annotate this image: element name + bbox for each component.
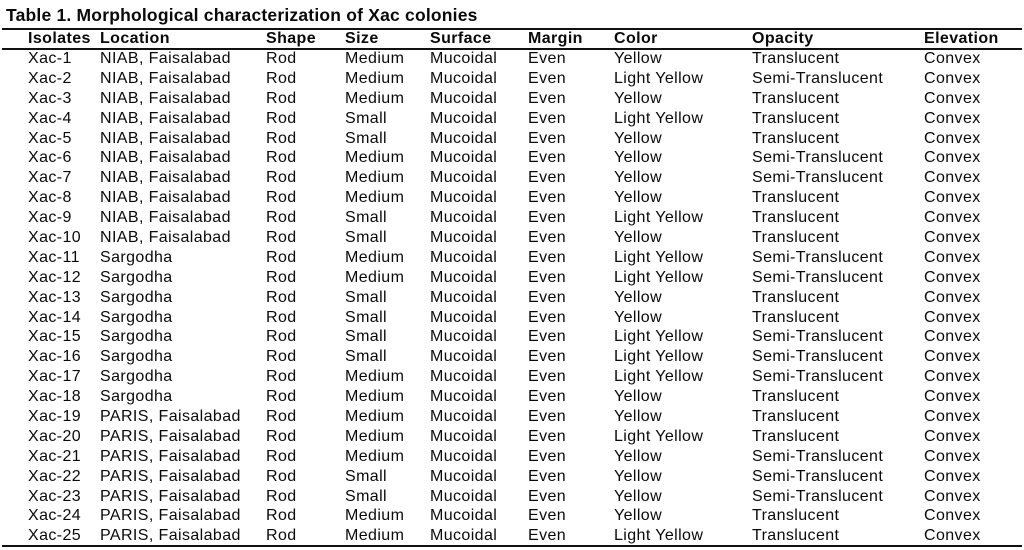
cell-size: Medium bbox=[345, 189, 405, 207]
cell-surface: Mucoidal bbox=[430, 368, 498, 386]
cell-isolates: Xac-17 bbox=[28, 368, 82, 386]
cell-isolates: Xac-7 bbox=[28, 169, 72, 187]
cell-margin: Even bbox=[528, 328, 567, 346]
cell-color: Yellow bbox=[614, 308, 663, 326]
cell-surface: Mucoidal bbox=[430, 50, 498, 68]
column-header-location: Location bbox=[100, 30, 170, 47]
cell-margin: Even bbox=[528, 248, 567, 266]
cell-location: NIAB, Faisalabad bbox=[100, 228, 231, 246]
cell-elevation: Convex bbox=[924, 407, 981, 425]
cell-location: NIAB, Faisalabad bbox=[100, 169, 231, 187]
table-title: Table 1. Morphological characterization of Xac colonies bbox=[6, 5, 478, 25]
cell-isolates: Xac-14 bbox=[28, 308, 82, 326]
cell-opacity: Translucent bbox=[752, 308, 840, 326]
cell-location: NIAB, Faisalabad bbox=[100, 149, 231, 167]
table-row bbox=[2, 89, 1022, 109]
cell-color: Light Yellow bbox=[614, 248, 704, 266]
cell-opacity: Translucent bbox=[752, 228, 840, 246]
cell-size: Small bbox=[345, 209, 388, 227]
cell-surface: Mucoidal bbox=[430, 189, 498, 207]
cell-elevation: Convex bbox=[924, 308, 981, 326]
table-row bbox=[2, 168, 1022, 188]
cell-color: Yellow bbox=[614, 388, 663, 406]
cell-location: NIAB, Faisalabad bbox=[100, 109, 231, 127]
cell-location: PARIS, Faisalabad bbox=[100, 526, 241, 544]
cell-opacity: Semi-Translucent bbox=[752, 487, 884, 505]
cell-size: Medium bbox=[345, 268, 405, 286]
cell-opacity: Semi-Translucent bbox=[752, 149, 884, 167]
cell-size: Small bbox=[345, 348, 388, 366]
cell-size: Small bbox=[345, 487, 388, 505]
cell-shape: Rod bbox=[266, 407, 297, 425]
cell-margin: Even bbox=[528, 526, 567, 544]
table-row bbox=[2, 467, 1022, 487]
table-row bbox=[2, 69, 1022, 89]
cell-margin: Even bbox=[528, 109, 567, 127]
cell-elevation: Convex bbox=[924, 169, 981, 187]
column-header-shape: Shape bbox=[266, 30, 317, 47]
cell-isolates: Xac-6 bbox=[28, 149, 72, 167]
cell-elevation: Convex bbox=[924, 69, 981, 87]
cell-surface: Mucoidal bbox=[430, 507, 498, 525]
cell-shape: Rod bbox=[266, 268, 297, 286]
cell-isolates: Xac-21 bbox=[28, 447, 82, 465]
cell-location: PARIS, Faisalabad bbox=[100, 467, 241, 485]
cell-location: NIAB, Faisalabad bbox=[100, 69, 231, 87]
table-row bbox=[2, 506, 1022, 526]
cell-isolates: Xac-1 bbox=[28, 50, 72, 68]
cell-color: Light Yellow bbox=[614, 109, 704, 127]
cell-location: NIAB, Faisalabad bbox=[100, 89, 231, 107]
cell-size: Small bbox=[345, 328, 388, 346]
cell-surface: Mucoidal bbox=[430, 308, 498, 326]
cell-opacity: Semi-Translucent bbox=[752, 268, 884, 286]
cell-color: Light Yellow bbox=[614, 69, 704, 87]
cell-shape: Rod bbox=[266, 89, 297, 107]
table-row bbox=[2, 148, 1022, 168]
cell-surface: Mucoidal bbox=[430, 427, 498, 445]
cell-size: Medium bbox=[345, 169, 405, 187]
cell-surface: Mucoidal bbox=[430, 69, 498, 87]
cell-isolates: Xac-8 bbox=[28, 189, 72, 207]
cell-location: Sargodha bbox=[100, 348, 173, 366]
cell-size: Small bbox=[345, 109, 388, 127]
column-header-surface: Surface bbox=[430, 30, 492, 47]
table-row bbox=[2, 288, 1022, 308]
cell-surface: Mucoidal bbox=[430, 169, 498, 187]
cell-opacity: Translucent bbox=[752, 89, 840, 107]
cell-isolates: Xac-18 bbox=[28, 388, 82, 406]
cell-shape: Rod bbox=[266, 507, 297, 525]
cell-location: PARIS, Faisalabad bbox=[100, 427, 241, 445]
cell-color: Yellow bbox=[614, 169, 663, 187]
cell-isolates: Xac-23 bbox=[28, 487, 82, 505]
cell-shape: Rod bbox=[266, 526, 297, 544]
table-row bbox=[2, 367, 1022, 387]
cell-size: Small bbox=[345, 467, 388, 485]
cell-opacity: Semi-Translucent bbox=[752, 169, 884, 187]
cell-location: NIAB, Faisalabad bbox=[100, 189, 231, 207]
cell-shape: Rod bbox=[266, 348, 297, 366]
table-row bbox=[2, 129, 1022, 149]
cell-surface: Mucoidal bbox=[430, 407, 498, 425]
cell-shape: Rod bbox=[266, 467, 297, 485]
cell-location: Sargodha bbox=[100, 288, 173, 306]
cell-surface: Mucoidal bbox=[430, 288, 498, 306]
table-row bbox=[2, 447, 1022, 467]
cell-color: Yellow bbox=[614, 189, 663, 207]
cell-surface: Mucoidal bbox=[430, 248, 498, 266]
cell-shape: Rod bbox=[266, 328, 297, 346]
cell-size: Medium bbox=[345, 388, 405, 406]
cell-shape: Rod bbox=[266, 129, 297, 147]
cell-margin: Even bbox=[528, 209, 567, 227]
cell-location: PARIS, Faisalabad bbox=[100, 407, 241, 425]
cell-location: PARIS, Faisalabad bbox=[100, 447, 241, 465]
cell-location: NIAB, Faisalabad bbox=[100, 50, 231, 68]
cell-shape: Rod bbox=[266, 228, 297, 246]
cell-surface: Mucoidal bbox=[430, 526, 498, 544]
cell-color: Light Yellow bbox=[614, 348, 704, 366]
cell-shape: Rod bbox=[266, 308, 297, 326]
cell-color: Yellow bbox=[614, 228, 663, 246]
cell-opacity: Semi-Translucent bbox=[752, 447, 884, 465]
cell-elevation: Convex bbox=[924, 368, 981, 386]
cell-opacity: Translucent bbox=[752, 526, 840, 544]
cell-margin: Even bbox=[528, 69, 567, 87]
cell-size: Small bbox=[345, 288, 388, 306]
cell-isolates: Xac-13 bbox=[28, 288, 82, 306]
cell-opacity: Translucent bbox=[752, 507, 840, 525]
cell-size: Medium bbox=[345, 69, 405, 87]
cell-opacity: Semi-Translucent bbox=[752, 348, 884, 366]
cell-margin: Even bbox=[528, 388, 567, 406]
table-row bbox=[2, 109, 1022, 129]
cell-elevation: Convex bbox=[924, 129, 981, 147]
cell-location: NIAB, Faisalabad bbox=[100, 209, 231, 227]
cell-margin: Even bbox=[528, 407, 567, 425]
table-row bbox=[2, 427, 1022, 447]
cell-color: Yellow bbox=[614, 507, 663, 525]
cell-shape: Rod bbox=[266, 368, 297, 386]
cell-opacity: Translucent bbox=[752, 189, 840, 207]
cell-size: Small bbox=[345, 228, 388, 246]
cell-shape: Rod bbox=[266, 487, 297, 505]
cell-elevation: Convex bbox=[924, 248, 981, 266]
cell-margin: Even bbox=[528, 149, 567, 167]
cell-margin: Even bbox=[528, 89, 567, 107]
cell-isolates: Xac-9 bbox=[28, 209, 72, 227]
table-row bbox=[2, 228, 1022, 248]
cell-shape: Rod bbox=[266, 149, 297, 167]
cell-size: Medium bbox=[345, 248, 405, 266]
cell-opacity: Translucent bbox=[752, 50, 840, 68]
cell-elevation: Convex bbox=[924, 288, 981, 306]
cell-isolates: Xac-4 bbox=[28, 109, 72, 127]
cell-size: Medium bbox=[345, 507, 405, 525]
cell-isolates: Xac-3 bbox=[28, 89, 72, 107]
table-row bbox=[2, 387, 1022, 407]
cell-size: Medium bbox=[345, 50, 405, 68]
cell-color: Yellow bbox=[614, 447, 663, 465]
cell-surface: Mucoidal bbox=[430, 228, 498, 246]
cell-color: Light Yellow bbox=[614, 526, 704, 544]
cell-opacity: Translucent bbox=[752, 209, 840, 227]
cell-margin: Even bbox=[528, 189, 567, 207]
cell-size: Medium bbox=[345, 526, 405, 544]
cell-surface: Mucoidal bbox=[430, 209, 498, 227]
cell-isolates: Xac-10 bbox=[28, 228, 82, 246]
cell-opacity: Semi-Translucent bbox=[752, 368, 884, 386]
cell-isolates: Xac-12 bbox=[28, 268, 82, 286]
column-header-isolates: Isolates bbox=[28, 30, 91, 47]
table-row bbox=[2, 327, 1022, 347]
cell-elevation: Convex bbox=[924, 209, 981, 227]
cell-elevation: Convex bbox=[924, 348, 981, 366]
cell-color: Yellow bbox=[614, 149, 663, 167]
cell-location: PARIS, Faisalabad bbox=[100, 487, 241, 505]
cell-size: Medium bbox=[345, 149, 405, 167]
cell-margin: Even bbox=[528, 288, 567, 306]
cell-location: Sargodha bbox=[100, 368, 173, 386]
cell-isolates: Xac-11 bbox=[28, 248, 80, 266]
cell-surface: Mucoidal bbox=[430, 268, 498, 286]
table-row bbox=[2, 526, 1022, 546]
cell-elevation: Convex bbox=[924, 507, 981, 525]
cell-opacity: Translucent bbox=[752, 109, 840, 127]
cell-size: Medium bbox=[345, 89, 405, 107]
cell-elevation: Convex bbox=[924, 109, 981, 127]
cell-margin: Even bbox=[528, 348, 567, 366]
cell-surface: Mucoidal bbox=[430, 388, 498, 406]
column-header-opacity: Opacity bbox=[752, 30, 814, 47]
column-header-margin: Margin bbox=[528, 30, 583, 47]
column-header-elevation: Elevation bbox=[924, 30, 999, 47]
cell-size: Medium bbox=[345, 427, 405, 445]
cell-shape: Rod bbox=[266, 169, 297, 187]
cell-margin: Even bbox=[528, 487, 567, 505]
cell-size: Small bbox=[345, 129, 388, 147]
cell-margin: Even bbox=[528, 427, 567, 445]
cell-location: Sargodha bbox=[100, 248, 173, 266]
cell-shape: Rod bbox=[266, 447, 297, 465]
cell-size: Medium bbox=[345, 407, 405, 425]
cell-opacity: Translucent bbox=[752, 129, 840, 147]
cell-shape: Rod bbox=[266, 248, 297, 266]
cell-shape: Rod bbox=[266, 209, 297, 227]
cell-margin: Even bbox=[528, 169, 567, 187]
cell-surface: Mucoidal bbox=[430, 467, 498, 485]
cell-elevation: Convex bbox=[924, 50, 981, 68]
cell-opacity: Semi-Translucent bbox=[752, 328, 884, 346]
cell-elevation: Convex bbox=[924, 526, 981, 544]
cell-shape: Rod bbox=[266, 427, 297, 445]
cell-elevation: Convex bbox=[924, 228, 981, 246]
cell-margin: Even bbox=[528, 507, 567, 525]
cell-location: Sargodha bbox=[100, 388, 173, 406]
cell-opacity: Semi-Translucent bbox=[752, 467, 884, 485]
cell-elevation: Convex bbox=[924, 89, 981, 107]
cell-surface: Mucoidal bbox=[430, 129, 498, 147]
cell-isolates: Xac-25 bbox=[28, 526, 82, 544]
cell-elevation: Convex bbox=[924, 487, 981, 505]
cell-color: Yellow bbox=[614, 50, 663, 68]
cell-opacity: Translucent bbox=[752, 407, 840, 425]
cell-isolates: Xac-24 bbox=[28, 507, 82, 525]
cell-surface: Mucoidal bbox=[430, 89, 498, 107]
table-row bbox=[2, 248, 1022, 268]
cell-shape: Rod bbox=[266, 50, 297, 68]
cell-opacity: Semi-Translucent bbox=[752, 69, 884, 87]
table-row bbox=[2, 487, 1022, 507]
cell-color: Light Yellow bbox=[614, 328, 704, 346]
header-row bbox=[2, 29, 1022, 49]
cell-color: Yellow bbox=[614, 89, 663, 107]
cell-location: Sargodha bbox=[100, 268, 173, 286]
cell-color: Yellow bbox=[614, 407, 663, 425]
cell-isolates: Xac-5 bbox=[28, 129, 72, 147]
cell-location: Sargodha bbox=[100, 328, 173, 346]
cell-margin: Even bbox=[528, 268, 567, 286]
cell-isolates: Xac-19 bbox=[28, 407, 82, 425]
cell-opacity: Translucent bbox=[752, 427, 840, 445]
cell-color: Light Yellow bbox=[614, 368, 704, 386]
cell-color: Yellow bbox=[614, 467, 663, 485]
cell-color: Light Yellow bbox=[614, 268, 704, 286]
cell-surface: Mucoidal bbox=[430, 447, 498, 465]
cell-surface: Mucoidal bbox=[430, 109, 498, 127]
cell-margin: Even bbox=[528, 50, 567, 68]
cell-location: PARIS, Faisalabad bbox=[100, 507, 241, 525]
cell-isolates: Xac-20 bbox=[28, 427, 82, 445]
cell-margin: Even bbox=[528, 447, 567, 465]
cell-isolates: Xac-22 bbox=[28, 467, 82, 485]
column-header-color: Color bbox=[614, 30, 658, 47]
cell-elevation: Convex bbox=[924, 268, 981, 286]
cell-margin: Even bbox=[528, 129, 567, 147]
cell-size: Small bbox=[345, 308, 388, 326]
cell-elevation: Convex bbox=[924, 328, 981, 346]
cell-shape: Rod bbox=[266, 69, 297, 87]
cell-surface: Mucoidal bbox=[430, 348, 498, 366]
cell-elevation: Convex bbox=[924, 388, 981, 406]
cell-color: Light Yellow bbox=[614, 209, 704, 227]
cell-elevation: Convex bbox=[924, 427, 981, 445]
cell-margin: Even bbox=[528, 467, 567, 485]
table-row bbox=[2, 49, 1022, 69]
cell-elevation: Convex bbox=[924, 467, 981, 485]
cell-size: Medium bbox=[345, 368, 405, 386]
morphology-table bbox=[2, 28, 1022, 547]
cell-shape: Rod bbox=[266, 109, 297, 127]
cell-margin: Even bbox=[528, 308, 567, 326]
table-row bbox=[2, 188, 1022, 208]
cell-surface: Mucoidal bbox=[430, 328, 498, 346]
cell-opacity: Translucent bbox=[752, 388, 840, 406]
table-row bbox=[2, 208, 1022, 228]
cell-surface: Mucoidal bbox=[430, 149, 498, 167]
cell-color: Yellow bbox=[614, 129, 663, 147]
cell-location: NIAB, Faisalabad bbox=[100, 129, 231, 147]
cell-surface: Mucoidal bbox=[430, 487, 498, 505]
cell-margin: Even bbox=[528, 368, 567, 386]
table-row bbox=[2, 407, 1022, 427]
cell-isolates: Xac-15 bbox=[28, 328, 82, 346]
cell-elevation: Convex bbox=[924, 447, 981, 465]
cell-color: Yellow bbox=[614, 288, 663, 306]
cell-opacity: Translucent bbox=[752, 288, 840, 306]
cell-color: Yellow bbox=[614, 487, 663, 505]
table-row bbox=[2, 308, 1022, 328]
cell-margin: Even bbox=[528, 228, 567, 246]
table-row bbox=[2, 268, 1022, 288]
cell-location: Sargodha bbox=[100, 308, 173, 326]
table-row bbox=[2, 347, 1022, 367]
cell-shape: Rod bbox=[266, 189, 297, 207]
cell-isolates: Xac-16 bbox=[28, 348, 82, 366]
column-header-size: Size bbox=[345, 30, 379, 47]
cell-shape: Rod bbox=[266, 388, 297, 406]
cell-opacity: Semi-Translucent bbox=[752, 248, 884, 266]
cell-elevation: Convex bbox=[924, 149, 981, 167]
cell-shape: Rod bbox=[266, 288, 297, 306]
cell-size: Medium bbox=[345, 447, 405, 465]
cell-isolates: Xac-2 bbox=[28, 69, 72, 87]
cell-elevation: Convex bbox=[924, 189, 981, 207]
cell-color: Light Yellow bbox=[614, 427, 704, 445]
